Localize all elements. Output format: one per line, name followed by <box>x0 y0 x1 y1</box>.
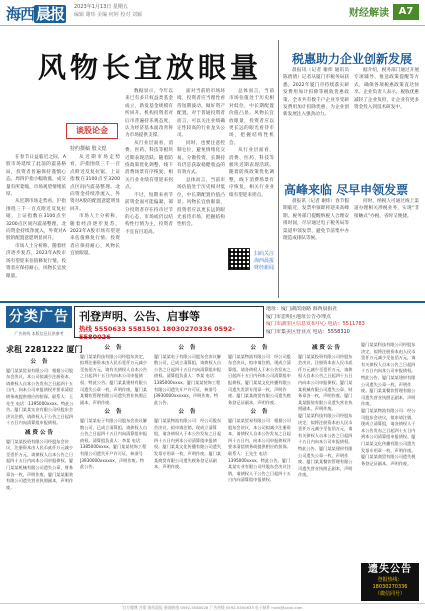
qr-code-icon[interactable] <box>228 248 250 270</box>
classified-ads-title: 分类广告 <box>6 306 72 328</box>
ad-text: 厦门某某投资有限公司经股东会决议，注册资本由人民币贰仟万元减少至壹仟万元，请债权人自本公告之日起四十五日内向本公司申报债权。厦门某某机械有限公司遗失公章、财务章各一枚，声明作废。厦门某某服装有限公司遗失营业执照副本，声明作废。 <box>6 438 74 490</box>
ad-column-1 <box>6 356 74 600</box>
lost-notice-wechat: （微信同号） <box>374 591 405 597</box>
article-paragraph: 从行业层面看，消费、医药、科技等板块近期表现活跃。随着防疫政策优化调整，线下消费场景有序恢复，相关行业业绩有望迎来拐点。 <box>125 140 173 191</box>
news2-column-b <box>354 198 419 294</box>
article-column-4 <box>229 88 274 244</box>
column-badge: 谈股论金 <box>66 123 118 139</box>
section-divider <box>0 301 425 303</box>
news-title-tax: 税惠助力企业创新发展 <box>292 52 413 66</box>
article-paragraph: 市场人士分析称，随着经济逐步复苏，2023年A股市场有望迎来估值修复行情。投资者应保持耐心，风物长宜放眼量。 <box>6 243 66 279</box>
ad-heading: 公 告 <box>104 345 124 351</box>
issue-date: 2023年1月13日 星期五 <box>74 4 128 10</box>
ad-heading: 公 告 <box>250 345 270 351</box>
ad-text: 厦门某某科技有限公司经股东决定，拟将注册资本由人民币壹仟万元减少至伍佰万元，请有关债权人自本公告之日起四十五日内向本公司申报债权。特此公告。厦门某某建材有限公司遗失公章一枚，声明作废。厦门某某餐饮管理有限公司遗失营业执照正副本，声明作废。 <box>361 342 416 407</box>
ad-column-6 <box>361 342 419 560</box>
ad-column-5 <box>298 342 356 600</box>
ad-column-2 <box>80 342 148 600</box>
ad-text: 厦门某某贸易有限公司：根据公司股东会决议，本公司拟减少注册资本，请债权人自本公告发布之日起四十五日内，向本公司申报债权并要求清偿债务或提供相应的担保。联系人：王先生 电话：1395000xxxx。特此公告。厦门某某实业有限公司经股东会决议注销，请债权人于公告之日起四十五日内向清算组申报债权。 <box>6 367 74 426</box>
ad-text: 厦门某某贸易有限公司：根据公司股东会决议，本公司拟减少注册资本，请债权人自本公告发布之日起四十五日内，向本公司申报债权并要求清偿债务或提供相应的担保。联系人：王先生 电话：1395000xxxx。特此公告。厦门某某实业有限公司经股东会决议注销，请债权人于公告之日起四十五日内向清算组申报债权。 <box>228 417 291 483</box>
ad-heading: 公 告 <box>250 409 270 416</box>
column-author: 特约撰稿 殷文煌 <box>70 146 107 152</box>
editor-credits: 编辑 谢炜 美编 何婷 校对 刘颖 <box>74 12 142 18</box>
news-paragraph: 据介绍，税务部门通过开展专项辅导、推送政策提醒等方式，确保各项税惠政策直达快享。企业负责人表示，税收优惠减轻了企业负担，让企业有更多资金投入到技术研发中。 <box>354 68 419 111</box>
ad-text: 厦门某某物流有限公司：经公司股东会决议，拟申请注销，现成立清算组，请各债权人于本公告发布之日起四十五日内到本公司清算组申报债权。厦门某某文化传播有限公司遗失发票专用章一枚，声明作废。厦门某某商贸有限公司遗失税务登记证副本，声明作废。 <box>154 417 222 470</box>
ad-text: 厦门某某电子有限公司股东会决议解散公司，已成立清算组，请债权人自公告之日起四十五日内向清算组申报债权。清算组负责人：李某 电话：1385000xxxx。厦门某某装饰工程有限公司遗失开户许可证，核准号J3930000xxxxxx，声明作废。特此公告。 <box>80 417 148 470</box>
lost-notice-box <box>361 563 419 601</box>
article-paragraph: 从行业层面看，消费、医药、科技等板块近期表现活跃。随着防疫政策优化调整，线下消费场景有序恢复，相关行业业绩有望迎来拐点。 <box>229 148 274 198</box>
lost-notice-title: 遗失公告 <box>368 564 412 575</box>
lost-notice-phone: 登报热线：18030270336 <box>372 577 408 590</box>
ad-heading: 公 告 <box>178 409 198 416</box>
news-paragraph: 同时，纳税人可通过线上渠道办理相关涉税业务，实现“非接触式”办税，省时又便捷。 <box>354 199 419 219</box>
newspaper-logo <box>6 3 66 24</box>
recruit-title: 求租 2281222 厦门 <box>6 345 83 354</box>
article-paragraph: 不过，短期来看节前资金面可能偏紧，部分投资者存在持币过节的心态，市场或仍以结构性行情为主，投资者不宜盲目追高。 <box>125 192 173 235</box>
news-paragraph: 晨报讯（记者 谢炜 通讯员 陈倩倩）记者从厦门市税务局获悉，2022年厦门市持续落实研发费用加计扣除等税收优惠政策，全市共有数千户企业享受研发费用加计扣除优惠，为企业创新发展注入强劲动力。 <box>283 68 349 118</box>
news1-column-b <box>354 67 419 171</box>
article-paragraph: 市场人士分析称，随着经济逐步复苏，2023年A股市场有望迎来估值修复行情。投资者应保持耐心，风物长宜放眼量。 <box>70 214 120 257</box>
article-paragraph: 数据显示，今年以来已有多只权益类基金成立，新发基金规模有所回升。机构投资者对后市普遍持乐观态度，认为经济基本面改善将为市场提供支撑。 <box>125 89 173 139</box>
ad-text: 厦门某某电子有限公司股东会决议解散公司，已成立清算组，请债权人自公告之日起四十五日内向清算组申报债权。清算组负责人：李某 电话：1385000xxxx。厦门某某装饰工程有限公司遗失开户许可证，核准号J3930000xxxxxx，声明作废。特此公告。 <box>154 353 222 405</box>
page-footer: 官方微博 谷歌 海西晨报 新闻热线 0592-5580026 广告热线 0592-5550633 电子邮件 hxcb@xxxx.com <box>0 603 425 611</box>
qr-caption-line: 海西晨报 <box>254 258 275 264</box>
ad-column-4 <box>228 342 292 600</box>
ad-text: 厦门某某科技有限公司经股东决定，拟将注册资本由人民币壹仟万元减少至伍佰万元，请有关债权人自本公告之日起四十五日内向本公司申报债权。特此公告。厦门某某建材有限公司遗失公章一枚，声明作废。厦门某某餐饮管理有限公司遗失营业执照正副本，声明作废。 <box>80 353 148 405</box>
ad-text: 厦门某某物流有限公司：经公司股东会决议，拟申请注销，现成立清算组，请各债权人于本公告发布之日起四十五日内到本公司清算组申报债权。厦门某某文化传播有限公司遗失发票专用章一枚，声明作废。厦门某某商贸有限公司遗失税务登记证副本，声明作废。 <box>228 353 291 405</box>
logo-main-text: 海西 <box>6 5 35 23</box>
ad-text: 厦门某某物流有限公司：经公司股东会决议，拟申请注销，现成立清算组，请各债权人于本公告发布之日起四十五日内到本公司清算组申报债权。厦门某某文化传播有限公司遗失发票专用章一枚，声明作废。厦门某某商贸有限公司遗失税务登记证副本，声明作废。 <box>361 407 416 466</box>
ads-banner <box>74 306 264 341</box>
article-paragraph: 从近期市场走势看，沪指围绕三千一百点附近反复拉锯，上证指数在3100点至3200点区间内震荡整理。北向资金持续净流入，外资对A股的配置意愿明显回升。 <box>70 155 120 212</box>
ad-heading: 减资公告 <box>311 345 342 351</box>
article-column-2 <box>125 88 173 294</box>
ad-text: 厦门某某科技有限公司经股东决定，拟将注册资本由人民币壹仟万元减少至伍佰万元，请有关债权人自本公告之日起四十五日内向本公司申报债权。特此公告。厦门某某建材有限公司遗失公章一枚，声明作废。厦门某某餐饮管理有限公司遗失营业执照正副本，声明作废。 <box>298 412 353 478</box>
qr-caption-line: 财经新闻 <box>254 265 275 271</box>
article-paragraph: 从近期市场走势看，沪指围绕三千一百点附近反复拉锯，上证指数在3100点至3200点区间内震荡整理。北向资金持续净流入，外资对A股的配置意愿明显回升。 <box>6 199 66 242</box>
page-number: A7 <box>393 4 419 20</box>
news2-column-a <box>283 198 349 294</box>
classified-ads-subtitle: 广告热线 本版信息仅供参考 <box>14 331 64 336</box>
article-column-1b <box>70 154 120 294</box>
ads-banner-title: 刊登声明、公告、启事等 <box>79 310 200 323</box>
ads-info-row: 厦门市集美区营业点 电话：5558310 <box>266 328 350 335</box>
article-paragraph: 总体而言，当前市场估值处于历史相对低位，中长期配置价值凸显。风物长宜放眼量，投资者应以更长远的眼光看待市场，把握结构性机会。 <box>229 89 274 146</box>
article-column-3 <box>177 88 225 294</box>
news1-column-a <box>283 67 349 171</box>
ad-text: 厦门某某投资有限公司经股东会决议，注册资本由人民币贰仟万元减少至壹仟万元，请债权人自本公告之日起四十五日内向本公司申报债权。厦门某某机械有限公司遗失公章、财务章各一枚，声明作废。厦门某某服装有限公司遗失营业执照副本，声明作废。 <box>298 353 353 412</box>
ads-info-row: 地址：厦门湖滨南路 海西晨报社 <box>266 306 338 312</box>
logo-bao-text: 晨报 <box>36 5 65 23</box>
ad-heading: 公 告 <box>30 359 50 365</box>
article-paragraph: 同时，也要注意控制仓位，避免情绪化交易。分散投资、长期持有仍是获取稳健收益的有效方式。 <box>177 140 225 176</box>
ad-heading: 减资公告 <box>24 429 55 436</box>
ads-info-row: 厦门市湖里区信息发布中心 电话：5511783 <box>266 321 365 327</box>
ad-heading: 公 告 <box>104 409 124 416</box>
section-title: 财经解读 <box>349 8 389 19</box>
masthead <box>0 0 425 26</box>
article-column-1 <box>6 154 66 294</box>
ad-heading: 公 告 <box>178 345 198 351</box>
ad-column-3 <box>154 342 222 600</box>
column-divider <box>278 40 279 298</box>
qr-caption-line: 扫码关注 <box>254 251 275 257</box>
news-paragraph: 晨报讯（记者 谢炜）春节假期临近，发票申领即将迎来高峰期。税务部门提醒纳税人合理安排时间，尽早通过电子税务局等渠道申领发票，避免节前集中办理造成排队等候。 <box>283 199 349 242</box>
main-headline: 风物长宜放眼量 <box>38 51 263 84</box>
article-paragraph: 面对当前的市场环境，投资者应当理性看待短期波动，做好资产配置。对于普通投资者而言，可以关注业绩确定性较高的行业龙头公司。 <box>177 89 225 139</box>
ads-banner-phones: 热线 5550633 5581501 18030270336 0592-5580026 <box>79 325 235 341</box>
article-paragraph: 在春节日益临近之际，A股市场延续了此前的震荡格局，投资者普遍保持谨慎心态。周四沪指小幅收涨，成交量有所萎缩，市场观望情绪浓厚。 <box>6 155 66 198</box>
ads-info <box>266 306 419 338</box>
ads-info-row: 厦门市思明区地址公告办理点 <box>266 313 332 320</box>
article-paragraph: 总体而言，当前市场估值处于历史相对低位，中长期配置价值凸显。风物长宜放眼量，投资者应以更长远的眼光看待市场，把握结构性机会。 <box>177 177 225 228</box>
news-title-invoice: 高峰来临 尽早申领发票 <box>284 183 409 197</box>
qr-caption <box>254 251 274 272</box>
